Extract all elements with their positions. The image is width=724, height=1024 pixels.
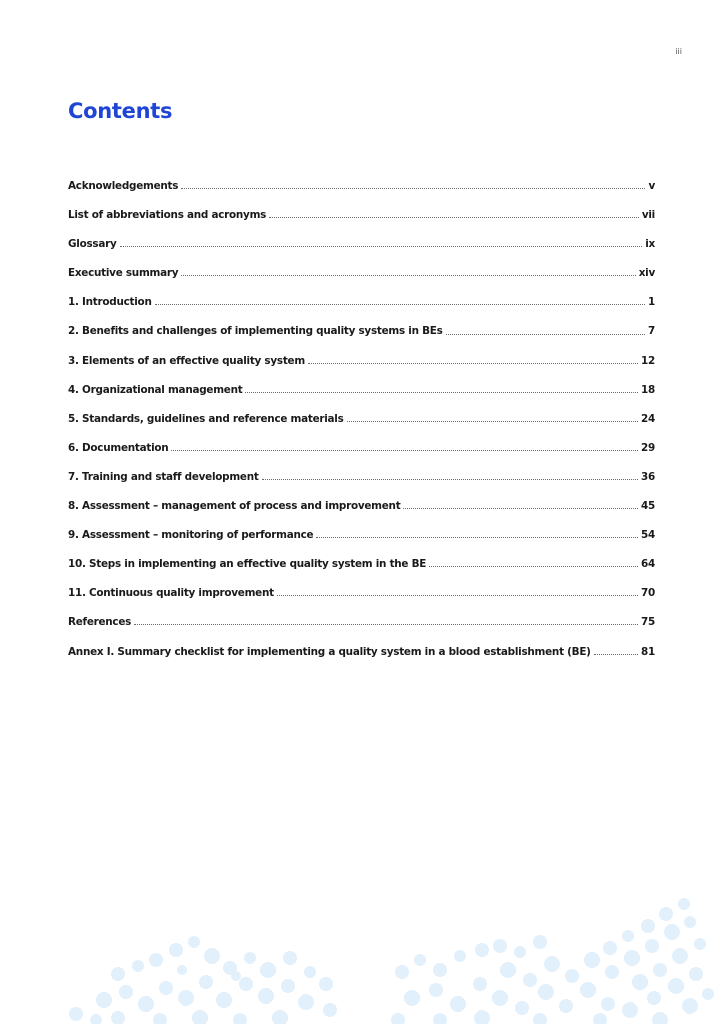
toc-entry-assessment-monitoring[interactable] <box>68 521 655 550</box>
toc-entry-label: 2. Benefits and challenges of implementing quality systems in BEs <box>68 325 443 338</box>
toc-entry-label: 7. Training and staff development <box>68 470 259 483</box>
toc-entry-page: 1 <box>648 296 655 309</box>
toc-entry-label: 9. Assessment – monitoring of performance <box>68 529 314 542</box>
toc-dot-leader <box>308 363 638 364</box>
toc-entry-page: ix <box>645 238 655 251</box>
toc-entry-page: 81 <box>641 645 655 658</box>
toc-dot-leader <box>171 450 638 451</box>
toc-dot-leader <box>134 624 638 625</box>
toc-entry-label: 3. Elements of an effective quality system <box>68 354 305 367</box>
toc-entry-page: 18 <box>641 383 655 396</box>
toc-entry-label: 11. Continuous quality improvement <box>68 587 274 600</box>
toc-entry-page: v <box>648 180 655 192</box>
toc-entry-label: 1. Introduction <box>68 296 152 309</box>
toc-entry-abbreviations[interactable] <box>68 201 655 230</box>
toc-entry-continuous-improvement[interactable] <box>68 579 655 608</box>
toc-entry-label: 5. Standards, guidelines and reference materials <box>68 412 344 425</box>
toc-entry-references[interactable] <box>68 608 655 637</box>
toc-entry-annex-checklist[interactable] <box>68 638 655 667</box>
toc-entry-page: 70 <box>641 587 655 600</box>
toc-dot-leader <box>120 246 643 247</box>
toc-entry-label: 6. Documentation <box>68 441 169 454</box>
toc-entry-label: 10. Steps in implementing an effective quality system in the BE <box>68 558 427 571</box>
toc-entry-label: References <box>68 616 132 629</box>
decorative-dot-pattern <box>0 880 724 1024</box>
toc-dot-leader <box>277 595 638 596</box>
toc-entry-label: Annex I. Summary checklist for implementing a quality system in a blood establishment (BE) <box>68 645 591 658</box>
toc-dot-leader <box>181 275 635 276</box>
toc-dot-leader <box>347 421 638 422</box>
page-title: Contents <box>68 99 173 123</box>
toc-entry-organizational-management[interactable] <box>68 376 655 405</box>
toc-entry-elements-quality-system[interactable] <box>68 347 655 376</box>
toc-entry-page: 12 <box>641 354 655 367</box>
toc-dot-leader <box>181 188 645 189</box>
toc-dot-leader <box>262 479 638 480</box>
toc-entry-page: 54 <box>641 529 655 542</box>
dot-cluster-left <box>69 936 337 1024</box>
toc-entry-label: 8. Assessment – management of process and improvement <box>68 500 401 513</box>
toc-entry-steps-implementing[interactable] <box>68 550 655 579</box>
toc-dot-leader <box>316 537 638 538</box>
toc-entry-page: 36 <box>641 470 655 483</box>
toc-entry-benefits-and-challenges[interactable] <box>68 317 655 346</box>
toc-dot-leader <box>245 392 638 393</box>
toc-entry-label: Acknowledgements <box>68 180 179 192</box>
toc-entry-executive-summary[interactable] <box>68 259 655 288</box>
toc-entry-glossary[interactable] <box>68 230 655 259</box>
toc-dot-leader <box>403 508 638 509</box>
toc-entry-acknowledgements[interactable] <box>68 172 655 201</box>
toc-entry-standards-guidelines[interactable] <box>68 405 655 434</box>
toc-entry-label: Glossary <box>68 238 117 251</box>
toc-entry-training-staff-development[interactable] <box>68 463 655 492</box>
toc-entry-page: 29 <box>641 441 655 454</box>
page-number: iii <box>675 47 682 56</box>
toc-dot-leader <box>429 566 638 567</box>
toc-entry-page: vii <box>641 209 655 222</box>
toc-entry-page: 45 <box>641 500 655 513</box>
toc-entry-label: Executive summary <box>68 267 179 280</box>
toc-dot-leader <box>446 334 645 335</box>
toc-entry-documentation[interactable] <box>68 434 655 463</box>
toc-dot-leader <box>594 654 638 655</box>
table-of-contents <box>68 172 655 667</box>
toc-entry-introduction[interactable] <box>68 288 655 317</box>
toc-dot-leader <box>269 217 639 218</box>
toc-entry-page: 75 <box>641 616 655 629</box>
toc-entry-page: 64 <box>641 558 655 571</box>
toc-entry-page: xiv <box>638 267 655 280</box>
toc-entry-label: List of abbreviations and acronyms <box>68 209 267 222</box>
toc-entry-page: 24 <box>641 412 655 425</box>
toc-entry-page: 7 <box>648 325 655 338</box>
toc-entry-label: 4. Organizational management <box>68 383 243 396</box>
dot-cluster-right <box>391 898 714 1024</box>
toc-entry-assessment-process[interactable] <box>68 492 655 521</box>
toc-dot-leader <box>155 304 645 305</box>
